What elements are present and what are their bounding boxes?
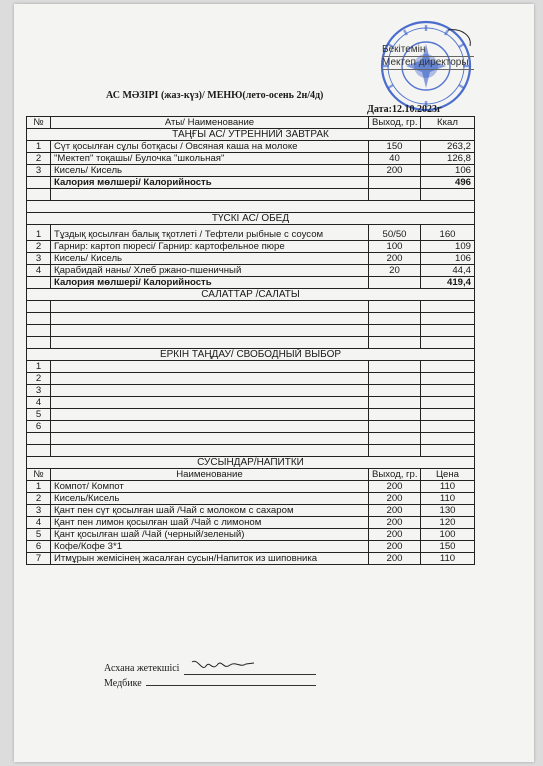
item-number: 4 [27,517,51,529]
empty-row [27,337,475,349]
num-cell [27,189,51,201]
item-name: Қант қосылған шай /Чай (черный/зеленый) [51,529,369,541]
item-name: Кисель/Кисель [51,493,369,505]
name-cell [51,325,369,337]
item-number: 4 [27,397,51,409]
item-kcal [421,373,475,385]
empty-row [27,445,475,457]
item-price: 150 [421,541,475,553]
item-number: 2 [27,493,51,505]
free-choice-row [27,397,475,409]
item-weight: 200 [369,553,421,565]
weight-cell [369,189,421,201]
item-kcal [421,397,475,409]
item-kcal: 263,2 [421,141,475,153]
num-cell [27,301,51,313]
weight-cell [369,433,421,445]
item-weight: 100 [369,241,421,253]
approval-line-1: Бекітемін [382,44,474,57]
menu-date: Дата:12.10.2023г [367,104,442,115]
section-title-row [27,129,475,141]
item-name [51,373,369,385]
item-price: 100 [421,529,475,541]
menu-table [26,116,475,565]
section-title: САЛАТТАР /САЛАТЫ [27,289,475,301]
empty-row [27,313,475,325]
menu-item-row [27,241,475,253]
spacer-row [27,201,475,213]
kcal-cell [421,301,475,313]
item-weight: 200 [369,253,421,265]
name-cell [51,313,369,325]
kcal-cell [421,313,475,325]
item-weight [369,409,421,421]
free-choice-row [27,385,475,397]
weight-cell [369,445,421,457]
free-choice-row [27,409,475,421]
num-cell [27,337,51,349]
item-name: Компот/ Компот [51,481,369,493]
item-number: 2 [27,373,51,385]
col-price-header: Цена [421,469,475,481]
item-weight: 150 [369,141,421,153]
item-number: 1 [27,361,51,373]
drink-row [27,481,475,493]
menu-item-row [27,153,475,165]
name-cell [51,301,369,313]
item-name: Қант пен лимон қосылған шай /Чай с лимоном [51,517,369,529]
empty-row [27,189,475,201]
item-kcal [421,421,475,433]
handwritten-signature-icon [188,658,258,674]
item-weight [369,361,421,373]
item-number: 3 [27,385,51,397]
nurse-signature-line [146,685,316,686]
item-number: 1 [27,481,51,493]
item-number: 4 [27,265,51,277]
drink-row [27,517,475,529]
spacer [27,201,475,213]
col-name-header: Аты/ Наименование [51,117,369,129]
kcal-cell [421,433,475,445]
menu-item-row [27,225,475,241]
kcal-cell [421,325,475,337]
item-name: Кисель/ Кисель [51,165,369,177]
empty-row [27,433,475,445]
item-weight: 200 [369,541,421,553]
menu-item-row [27,141,475,153]
page-title: АС МӘЗІРІ (жаз-күз)/ МЕНЮ(лето-осень 2н/4д) [106,90,324,101]
item-number: 3 [27,505,51,517]
col-weight-header: Выход, гр. [369,469,421,481]
section-title: ЕРКІН ТАҢДАУ/ СВОБОДНЫЙ ВЫБОР [27,349,475,361]
approval-line-2: Мектеп директоры [382,57,474,70]
item-number: 3 [27,253,51,265]
item-name [51,409,369,421]
num-cell [27,325,51,337]
name-cell [51,189,369,201]
item-number: 2 [27,241,51,253]
name-cell [51,445,369,457]
item-weight: 40 [369,153,421,165]
num-cell [27,445,51,457]
section-title-row [27,213,475,225]
drink-row [27,541,475,553]
item-name: Тұздық қосылған балық тқотлеті / Тефтели рыбные с соусом [51,225,369,241]
item-kcal [421,361,475,373]
num-cell [27,433,51,445]
name-cell [51,337,369,349]
drink-row [27,493,475,505]
total-value: 419,4 [421,277,475,289]
kcal-cell [421,445,475,457]
menu-document [14,4,534,762]
name-cell [51,433,369,445]
item-weight: 200 [369,165,421,177]
menu-item-row [27,253,475,265]
free-choice-row [27,421,475,433]
col-num-header: № [27,469,51,481]
section-title-row [27,289,475,301]
nurse-signature-row [104,678,316,689]
empty-row [27,325,475,337]
total-row [27,177,475,189]
item-number: 7 [27,553,51,565]
section-title: СУСЫНДАР/НАПИТКИ [27,457,475,469]
item-name: Сүт қосылған сұлы ботқасы / Овсяная каша на молоке [51,141,369,153]
col-num-header: № [27,117,51,129]
weight-cell [369,325,421,337]
drink-row [27,505,475,517]
item-weight: 20 [369,265,421,277]
kcal-cell [421,337,475,349]
item-price: 110 [421,481,475,493]
item-name: "Мектеп" тоқашы/ Булочка "школьная" [51,153,369,165]
item-weight: 200 [369,505,421,517]
total-num [27,277,51,289]
drink-row [27,529,475,541]
item-number: 5 [27,529,51,541]
section-title: ТҮСКІ АС/ ОБЕД [27,213,475,225]
item-weight [369,385,421,397]
chef-signature-line [184,658,316,675]
item-number: 1 [27,225,51,241]
total-weight [369,277,421,289]
total-row [27,277,475,289]
col-name-header: Наименование [51,469,369,481]
approval-block [382,44,474,70]
total-weight [369,177,421,189]
item-weight [369,421,421,433]
item-price: 130 [421,505,475,517]
item-number: 6 [27,421,51,433]
menu-item-row [27,165,475,177]
item-name [51,361,369,373]
item-name: Гарнир: картоп пюресі/ Гарнир: картофельное пюре [51,241,369,253]
col-kcal-header: Ккал [421,117,475,129]
item-kcal: 126,8 [421,153,475,165]
item-price: 110 [421,493,475,505]
item-name [51,421,369,433]
total-num [27,177,51,189]
weight-cell [369,313,421,325]
drink-row [27,553,475,565]
empty-row [27,301,475,313]
item-number: 2 [27,153,51,165]
menu-item-row [27,265,475,277]
total-value: 496 [421,177,475,189]
weight-cell [369,337,421,349]
item-weight: 200 [369,529,421,541]
item-price: 120 [421,517,475,529]
item-weight: 200 [369,493,421,505]
item-weight: 200 [369,517,421,529]
item-name: Кофе/Кофе 3*1 [51,541,369,553]
nurse-label: Медбике [104,678,142,689]
item-number: 1 [27,141,51,153]
item-weight [369,373,421,385]
item-name [51,397,369,409]
col-weight-header: Выход, гр. [369,117,421,129]
section-title: ТАҢҒЫ АС/ УТРЕННИЙ ЗАВТРАК [27,129,475,141]
weight-cell [369,301,421,313]
item-kcal: 106 [421,165,475,177]
table-header-row [27,117,475,129]
total-label: Калория мөлшері/ Калорийность [51,177,369,189]
chef-signature-row [104,658,316,675]
chef-label: Асхана жетекшісі [104,663,180,674]
item-number: 6 [27,541,51,553]
item-kcal: 109 [421,241,475,253]
item-name: Қант пен сүт қосылған шай /Чай с молоком с сахаром [51,505,369,517]
item-kcal [421,385,475,397]
item-weight: 200 [369,481,421,493]
item-name: Кисель/ Кисель [51,253,369,265]
item-name: Итмұрын жемісінең жасалған сусын/Напиток из шиповника [51,553,369,565]
drinks-header-row [27,469,475,481]
item-kcal [421,409,475,421]
item-price: 110 [421,553,475,565]
total-label: Калория мөлшері/ Калорийность [51,277,369,289]
section-title-row [27,349,475,361]
free-choice-row [27,361,475,373]
item-kcal: 44,4 [421,265,475,277]
item-weight [369,397,421,409]
item-name: Қарабидай наны/ Хлеб ржано-пшеничный [51,265,369,277]
kcal-cell [421,189,475,201]
free-choice-row [27,373,475,385]
item-kcal: 106 [421,253,475,265]
item-number: 3 [27,165,51,177]
num-cell [27,313,51,325]
item-name [51,385,369,397]
item-weight: 50/50 [369,225,421,241]
section-title-row [27,457,475,469]
item-number: 5 [27,409,51,421]
item-kcal: 160 [421,225,475,241]
